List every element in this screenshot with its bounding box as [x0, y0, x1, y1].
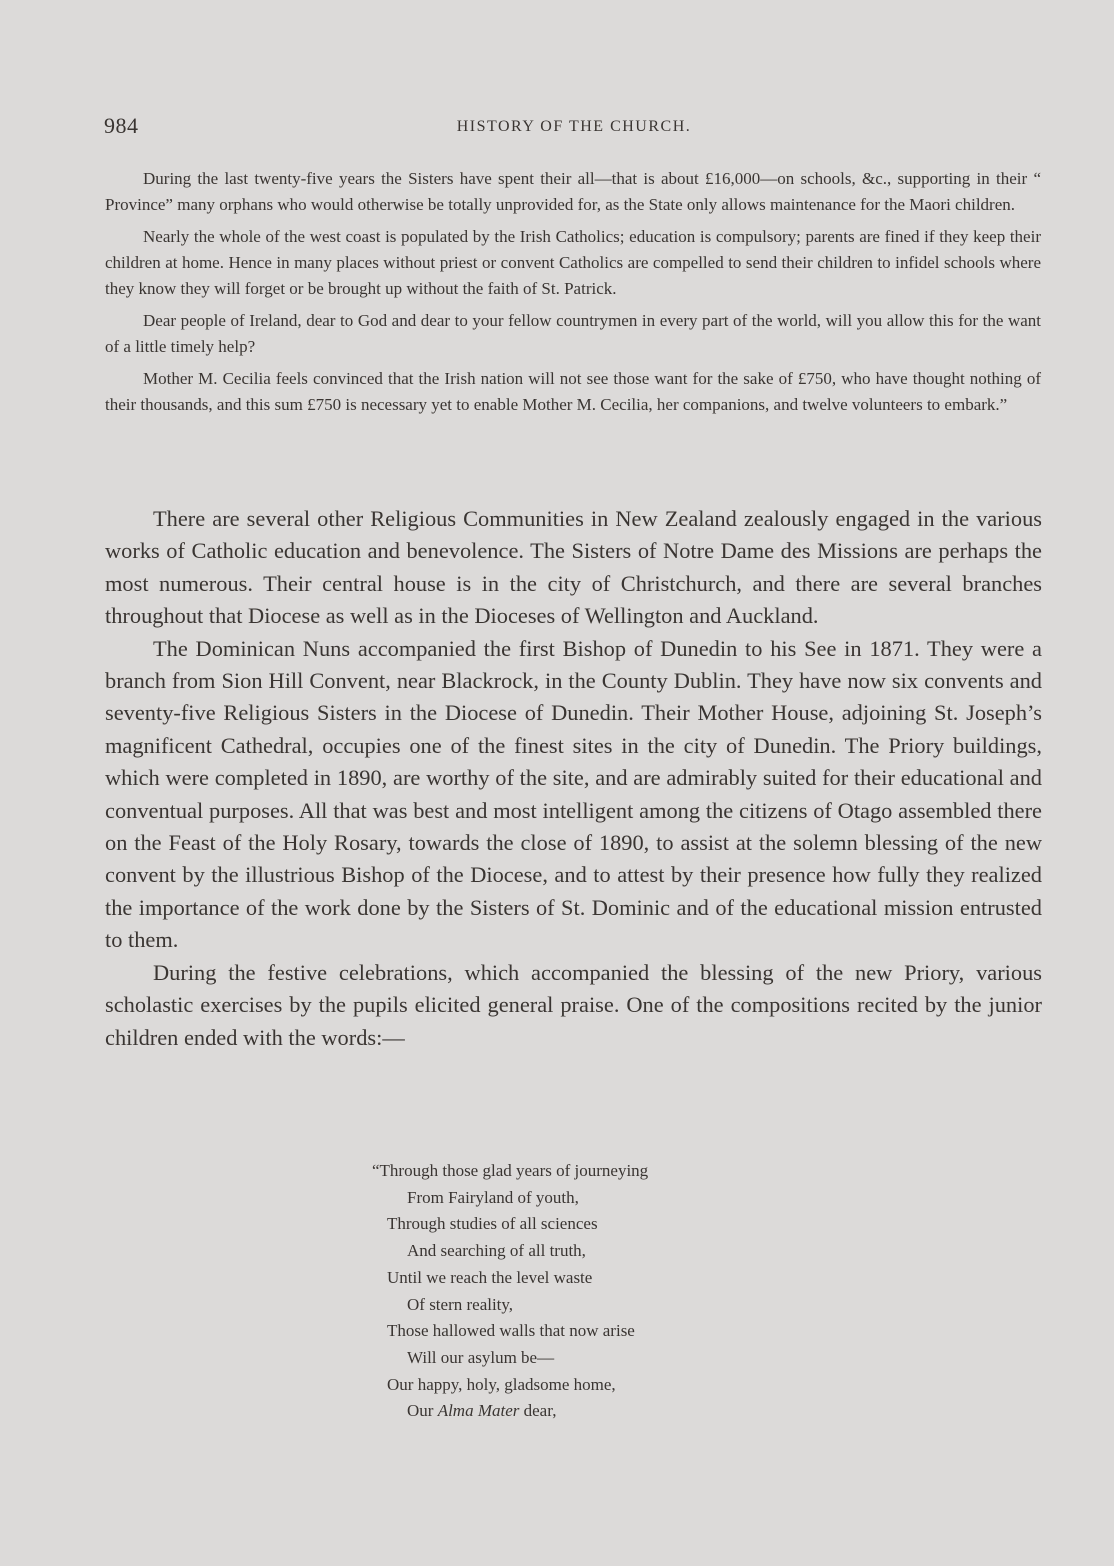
- poem-line: Will our asylum be—: [407, 1347, 555, 1367]
- quoted-paragraph: Dear people of Ireland, dear to God and dear to your fellow countrymen in every part of the world, will you allow this for the want of a little timely help?: [105, 311, 1041, 356]
- body-paragraph: The Dominican Nuns accompanied the first Bishop of Dunedin to his See in 1871. They were a branch from Sion Hill Convent, near Blackrock, in the County Dublin. They have now six convents and seventy-five Religious Sisters in the Diocese of Dunedin. Their Mother House, adjoining St. Joseph’s magnificent Cathedral, occupies one of the finest sites in the city of Dunedin. The Priory buildings, which were completed in 1890, are worthy of the site, and are admirably suited for their educational and conventual purposes. All that was best and most intelligent among the citizens of Otago assembled there on the Feast of the Holy Rosary, towards the close of 1890, to assist at the solemn blessing of the new convent by the illustrious Bishop of the Diocese, and to attest by their presence how fully they realized the importance of the work done by the Sisters of St. Dominic and of the educational mission entrusted to them.: [105, 635, 1042, 953]
- quoted-paragraph: During the last twenty-five years the Sisters have spent their all—that is about £16,000—on schools, &c., supporting in their “ Province” many orphans who would otherwise be totally unprovided for, as the State only allows maintenance for the Maori children.: [105, 169, 1041, 214]
- poem-line: Through studies of all sciences: [387, 1214, 598, 1234]
- poem-line: Until we reach the level waste: [387, 1267, 593, 1287]
- body-paragraph: During the festive celebrations, which accompanied the blessing of the new Priory, various scholastic exercises by the pupils elicited general praise. One of the compositions recited by the junior children ended with the words:—: [105, 959, 1042, 1050]
- poem-last-line-prefix: Our: [407, 1401, 438, 1421]
- poem-line: “Through those glad years of journeying: [372, 1161, 649, 1180]
- body-paragraph: There are several other Religious Communities in New Zealand zealously engaged in the various works of Catholic education and benevolence. The Sisters of Notre Dame des Missions are perhaps the most numerous. Their central house is in the city of Christchurch, and there are several branches throughout that Diocese as well as in the Dioceses of Wellington and Auckland.: [105, 506, 1042, 629]
- quoted-paragraph: Mother M. Cecilia feels convinced that the Irish nation will not see those want for the sake of £750, who have thought nothing of their thousands, and this sum £750 is necessary yet to enable Mother M. Cecilia, her companions, and twelve volunteers to embark.”: [105, 369, 1041, 414]
- poem-line: Those hallowed walls that now arise: [387, 1321, 635, 1341]
- poem-last-line-suffix: dear,: [519, 1401, 557, 1421]
- poem-last-line: [372, 1398, 648, 1425]
- poem-italic-phrase: Alma Mater: [437, 1401, 520, 1421]
- quoted-paragraph: Nearly the whole of the west coast is populated by the Irish Catholics; education is compulsory; parents are fined if they keep their children at home. Hence in many places without priest or convent Catholics are compelled to send their children to infidel schools where they know they will forget or be brought up without the faith of St. Patrick.: [105, 227, 1041, 298]
- poem-verse: [372, 1158, 648, 1425]
- page-number: 984: [104, 113, 139, 138]
- poem-line: Of stern reality,: [407, 1294, 514, 1314]
- main-body-text: [105, 503, 1042, 1054]
- quoted-letter-block: [105, 166, 1041, 424]
- page-header: [104, 113, 1044, 143]
- poem-line: And searching of all truth,: [407, 1241, 586, 1261]
- running-title: HISTORY OF THE CHURCH.: [456, 118, 692, 135]
- poem-line: Our happy, holy, gladsome home,: [387, 1374, 616, 1394]
- poem-line: From Fairyland of youth,: [407, 1187, 579, 1207]
